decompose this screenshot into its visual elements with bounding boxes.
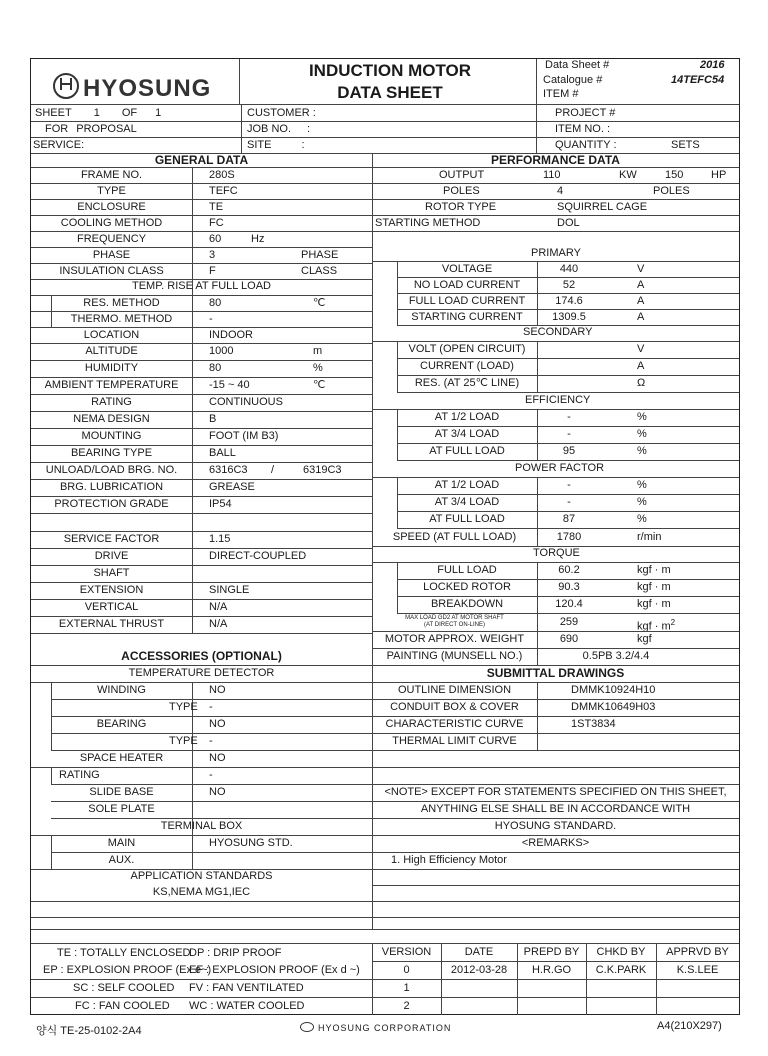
mounting-label: MOUNTING xyxy=(81,430,142,442)
voltage-value: 440 xyxy=(559,263,579,275)
altitude-label: ALTITUDE xyxy=(85,345,138,357)
output-kw-unit: KW xyxy=(619,169,637,181)
drawing-thermal-label: THERMAL LIMIT CURVE xyxy=(392,735,517,747)
pf-half-value: - xyxy=(567,479,571,491)
legend-wc: WC : WATER COOLED xyxy=(189,1000,305,1012)
speed-label: SPEED (AT FULL LOAD) xyxy=(392,531,517,543)
customer-label: CUSTOMER : xyxy=(247,107,316,119)
job-label: JOB NO. xyxy=(247,123,292,135)
service-label: SERVICE: xyxy=(33,139,85,151)
ambient-label: AMBIENT TEMPERATURE xyxy=(44,379,179,391)
phase-value: 3 xyxy=(209,249,216,261)
frame-value: 280S xyxy=(209,169,235,181)
primary-heading: PRIMARY xyxy=(531,247,581,259)
drive-value: DIRECT-COUPLED xyxy=(209,550,307,562)
ambient-value: -15 ~ 40 xyxy=(209,379,250,391)
altitude-unit: m xyxy=(313,345,323,357)
t-locked-value: 90.3 xyxy=(558,581,580,593)
type-label: TYPE xyxy=(97,185,126,197)
site-label: SITE xyxy=(247,139,272,151)
rev-date-0: 2012-03-28 xyxy=(450,964,508,976)
thrust-value: N/A xyxy=(209,618,228,630)
extension-label: EXTENSION xyxy=(79,584,144,596)
drawing-curve-label: CHARACTERISTIC CURVE xyxy=(385,718,524,730)
acc-sole-label: SOLE PLATE xyxy=(88,803,155,815)
remarks-heading: <REMARKS> xyxy=(521,837,590,849)
company-logo: HYOSUNG xyxy=(53,73,211,103)
current-load-label: CURRENT (LOAD) xyxy=(420,360,514,372)
rev-version-0: 0 xyxy=(403,964,410,976)
legend-ef: EF : EXPLOSION PROOF (Ex d ~) xyxy=(189,964,360,976)
nema-label: NEMA DESIGN xyxy=(73,413,150,425)
protection-label: PROTECTION GRADE xyxy=(54,498,169,510)
acc-bearing-value: NO xyxy=(209,718,226,730)
voltage-unit: V xyxy=(637,263,645,275)
data-sheet: HYOSUNG INDUCTION MOTOR DATA SHEET Catalogue # 14TEFC54 ITEM # SHEET 1 OF 1 CUSTOMER : PROJECT # FOR PROPOSAL JOB NO. : ITEM NO. : SERVICE: SITE : QUANTITY : SETS GENERAL DATA FRAME NO. 280S TYPE TEFC ENCLOSURE TE COOLING METHOD FC FREQUENCY 60 Hz PHASE 3 PHASE INSULATION CLASS F CLASS TEMP. RISE AT FULL LOAD RES. METHOD 80 ℃ THERMO. METHOD - LOCATION INDOOR ALTITUDE 1000 m HUMIDITY 80 % AMBIENT TEMPERATURE -15 ~ 40 ℃ RATING CONTINUOUS NEMA DESIGN B MOUNTING FOOT (IM B3) BEARING TYPE BALL UNLOAD/LOAD BRG. NO. 6316C3 / 6319C3 BRG. LUBRICATION GREASE PROTECTION GRADE IP54 SERVICE FACTOR 1.15 DRIVE DIRECT-COUPLED SHAFT EXTENSION SINGLE VERTICAL N/A EXTERNAL THRUST N/A PERFORMANCE DATA OUTPUT 110 KW 150 HP POLES 4 POLES ROTOR TYPE SQUIRREL CAGE STARTING METHOD DOL PRIMARY VOLTAGE 440 V NO LOAD CURRENT 52 A FULL LOAD CURRENT 174.6 A STARTING CURRENT 1309.5 A SECONDARY VOLT (OPEN CIRCUIT) V CURRENT (LOAD) A RES. (AT 25℃ LINE) Ω EFFICIENCY AT 1/2 LOAD - % AT 3/4 LOAD - % AT FULL LOAD 95 % POWER FACTOR AT 1/2 LOAD - % AT 3/4 LOAD - % AT FULL LOAD 87 % SPEED (AT FULL LOAD) 1780 r/min TORQUE FULL LOAD 60.2 kgf · m LOCKED ROTOR 90.3 kgf · m BREAKDOWN 120.4 kgf · m MAX LOAD GD2 AT MOTOR SHAFT (AT DIRECT ON-LINE) 259 kgf · $m^2$ MOTOR APPROX. WEIGHT 690 kgf PAINTING (MUNSELL NO.) 0.5PB 3.2/4.4 ACCESSORIES (OPTIONAL) TEMPERATURE DETECTOR WINDING NO TYPE - BEARING NO TYPE - SPACE HEATER NO RATING - SLIDE BASE NO SOLE PLATE TERMINAL BOX MAIN HYOSUNG STD. AUX. APPLICATION STANDARDS KS,NEMA MG1,IEC SUBMITTAL DRAWINGS OUTLINE DIMENSION DMMK10924H10 CONDUIT BOX & COVER DMMK10649H03 CHARACTERISTIC CURVE 1ST3834 THERMAL LIMIT CURVE <NOTE> EXCEPT FOR STATEMENTS SPECIFIED ON THIS SHEET, ANYTHING ELSE SHALL BE IN ACCORDANCE WITH HYOSUNG STANDARD. <REMARKS> 1. High Efficiency Motor TE : TOTALLY ENCLOSED DP : DRIP PROOF EP : EXPLOSION PROOF (Ex e~) EF : EXPLOSION PROOF (Ex d ~) SC : SELF COOLED FV : FAN VENTILATED FC : FAN COOLED WC : WATER COOLED VERSION DATE PREPD BY CHKD BY APPRVD BY 0 2012-03-28 H.R.GO C.K.PARK K.S.LEE 1 2 xyxy=(30,58,740,1015)
st-current-value: 1309.5 xyxy=(552,311,586,323)
humidity-value: 80 xyxy=(209,362,222,374)
corporation-name: HYOSUNG CORPORATION xyxy=(300,1022,451,1033)
legend-te: TE : TOTALLY ENCLOSED xyxy=(57,947,191,959)
gd2-label-1: MAX LOAD GD2 AT MOTOR SHAFT xyxy=(405,615,504,621)
thermo-value: - xyxy=(209,313,213,325)
rev-version-2: 2 xyxy=(403,1000,410,1012)
eff-3q-label: AT 3/4 LOAD xyxy=(434,428,500,440)
form-number: 양식 TE-25-0102-2A4 xyxy=(36,1025,142,1037)
bearing-type-value: BALL xyxy=(209,447,236,459)
note-line-2: ANYTHING ELSE SHALL BE IN ACCORDANCE WITH xyxy=(420,803,691,815)
cooling-label: COOLING METHOD xyxy=(60,217,163,229)
nl-current-value: 52 xyxy=(562,279,576,291)
acc-w-type-label: TYPE xyxy=(169,701,198,713)
gd2-label-2: (AT DIRECT ON-LINE) xyxy=(423,622,485,628)
shaft-label: SHAFT xyxy=(93,567,130,579)
fl-current-unit: A xyxy=(637,295,645,307)
output-kw: 110 xyxy=(543,169,561,181)
note-line-3: HYOSUNG STANDARD. xyxy=(494,820,617,832)
for-label: FOR xyxy=(45,123,69,135)
temp-rise-heading: TEMP. RISE AT FULL LOAD xyxy=(132,280,271,292)
eff-half-unit: % xyxy=(637,411,647,423)
t-break-label: BREAKDOWN xyxy=(430,598,504,610)
pf-full-unit: % xyxy=(637,513,647,525)
weight-value: 690 xyxy=(559,633,579,645)
frame-label: FRAME NO. xyxy=(80,169,143,181)
note-line-1: <NOTE> EXCEPT FOR STATEMENTS SPECIFIED ON THIS SHEET, xyxy=(384,786,727,798)
general-data-heading: GENERAL DATA xyxy=(154,153,249,167)
title-line-1: INDUCTION MOTOR xyxy=(308,61,472,80)
acc-b-type-value: - xyxy=(209,735,213,747)
legend-sc: SC : SELF COOLED xyxy=(73,982,175,994)
drawing-outline-value: DMMK10924H10 xyxy=(571,684,656,696)
frequency-value: 60 xyxy=(209,233,222,245)
of-number: 1 xyxy=(155,107,162,119)
poles-label: POLES xyxy=(443,185,480,197)
st-current-unit: A xyxy=(637,311,645,323)
poles-value: 4 xyxy=(557,185,564,197)
acc-rating-label: RATING xyxy=(59,769,100,781)
enclosure-label: ENCLOSURE xyxy=(77,201,146,213)
t-locked-unit: kgf · m xyxy=(637,581,671,593)
res-method-unit: ℃ xyxy=(313,297,326,309)
corp-logo-icon xyxy=(300,1022,314,1032)
secondary-heading: SECONDARY xyxy=(523,326,593,338)
rev-header-chkd: CHKD BY xyxy=(596,946,646,958)
temperature-detector-heading: TEMPERATURE DETECTOR xyxy=(128,667,275,679)
terminal-box-heading: TERMINAL BOX xyxy=(160,820,243,832)
res-line-unit: Ω xyxy=(637,377,646,389)
rotor-type-value: SQUIRREL CAGE xyxy=(557,201,648,213)
drive-label: DRIVE xyxy=(94,550,129,562)
performance-data-heading: PERFORMANCE DATA xyxy=(491,153,620,167)
rating-label: RATING xyxy=(91,396,132,408)
legend-dp: DP : DRIP PROOF xyxy=(189,947,282,959)
service-factor-label: SERVICE FACTOR xyxy=(63,533,160,545)
phase-label: PHASE xyxy=(92,249,131,261)
nl-current-unit: A xyxy=(637,279,645,291)
painting-label: PAINTING (MUNSELL NO.) xyxy=(386,650,523,662)
brg-no-sep: / xyxy=(271,464,275,476)
drawing-outline-label: OUTLINE DIMENSION xyxy=(397,684,512,696)
eff-3q-unit: % xyxy=(637,428,647,440)
humidity-unit: % xyxy=(313,362,323,374)
sheet-number: 1 xyxy=(93,107,100,119)
st-current-label: STARTING CURRENT xyxy=(411,311,523,323)
acc-slide-value: NO xyxy=(209,786,226,798)
painting-value: 0.5PB 3.2/4.4 xyxy=(582,650,650,662)
cooling-value: FC xyxy=(209,217,224,229)
datasheet-number: 2016 xyxy=(700,59,725,71)
t-locked-label: LOCKED ROTOR xyxy=(423,581,511,593)
main-value: HYOSUNG STD. xyxy=(209,837,293,849)
res-method-label: RES. METHOD xyxy=(83,297,160,309)
eff-full-value: 95 xyxy=(562,445,576,457)
accessories-heading: ACCESSORIES (OPTIONAL) xyxy=(121,649,282,663)
drawing-conduit-value: DMMK10649H03 xyxy=(571,701,656,713)
brg-no-unload: 6316C3 xyxy=(209,464,248,476)
legend-fc: FC : FAN COOLED xyxy=(75,1000,170,1012)
humidity-label: HUMIDITY xyxy=(84,362,139,374)
pf-half-label: AT 1/2 LOAD xyxy=(434,479,500,491)
for-value: PROPOSAL xyxy=(76,123,137,135)
rev-header-version: VERSION xyxy=(381,946,432,958)
standards-value: KS,NEMA MG1,IEC xyxy=(152,886,251,898)
drawing-curve-value: 1ST3834 xyxy=(571,718,616,730)
extension-value: SINGLE xyxy=(209,584,250,596)
rev-version-1: 1 xyxy=(403,982,410,994)
type-value: TEFC xyxy=(209,185,238,197)
eff-half-label: AT 1/2 LOAD xyxy=(434,411,500,423)
title-line-2: DATA SHEET xyxy=(337,83,443,102)
aux-label: AUX. xyxy=(108,854,135,866)
volt-oc-unit: V xyxy=(637,343,645,355)
item-label: ITEM # xyxy=(543,88,579,100)
starting-method-value: DOL xyxy=(557,217,580,229)
sheet-label: SHEET xyxy=(35,107,72,119)
poles-unit: POLES xyxy=(653,185,690,197)
speed-value: 1780 xyxy=(556,531,582,543)
rev-apprvd-0: K.S.LEE xyxy=(676,964,719,976)
main-label: MAIN xyxy=(107,837,136,849)
gd2-value: 259 xyxy=(559,616,579,628)
t-break-value: 120.4 xyxy=(555,598,583,610)
acc-bearing-label: BEARING xyxy=(96,718,147,730)
eff-half-value: - xyxy=(567,411,571,423)
eff-full-label: AT FULL LOAD xyxy=(429,445,505,457)
thrust-label: EXTERNAL THRUST xyxy=(58,618,165,630)
acc-heater-value: NO xyxy=(209,752,226,764)
pf-3q-unit: % xyxy=(637,496,647,508)
datasheet-label: Data Sheet # xyxy=(545,59,610,71)
location-value: INDOOR xyxy=(209,329,253,341)
paper-size: A4(210X297) xyxy=(657,1020,722,1032)
item-no-label: ITEM NO. : xyxy=(555,123,610,135)
phase-unit: PHASE xyxy=(301,249,339,261)
sets-label: SETS xyxy=(671,139,700,151)
pf-3q-label: AT 3/4 LOAD xyxy=(434,496,500,508)
service-factor-value: 1.15 xyxy=(209,533,231,545)
output-label: OUTPUT xyxy=(439,169,485,181)
power-factor-heading: POWER FACTOR xyxy=(515,462,605,474)
bearing-type-label: BEARING TYPE xyxy=(70,447,153,459)
t-full-value: 60.2 xyxy=(558,564,580,576)
mounting-value: FOOT (IM B3) xyxy=(209,430,279,442)
t-break-unit: kgf · m xyxy=(637,598,671,610)
vertical-label: VERTICAL xyxy=(84,601,139,613)
acc-b-type-label: TYPE xyxy=(169,735,198,747)
lubrication-value: GREASE xyxy=(209,481,255,493)
eff-3q-value: - xyxy=(567,428,571,440)
drawing-conduit-label: CONDUIT BOX & COVER xyxy=(390,701,519,713)
fl-current-label: FULL LOAD CURRENT xyxy=(408,295,526,307)
rating-value: CONTINUOUS xyxy=(209,396,283,408)
res-line-label: RES. (AT 25℃ LINE) xyxy=(414,377,520,389)
current-load-unit: A xyxy=(637,360,645,372)
rotor-type-label: ROTOR TYPE xyxy=(425,201,497,213)
hyosung-logo-icon xyxy=(53,73,79,99)
legend-ep: EP : EXPLOSION PROOF (Ex e~) xyxy=(43,964,212,976)
speed-unit: r/min xyxy=(637,531,662,543)
torque-heading: TORQUE xyxy=(533,547,580,559)
pf-half-unit: % xyxy=(637,479,647,491)
frequency-label: FREQUENCY xyxy=(76,233,147,245)
protection-value: IP54 xyxy=(209,498,232,510)
pf-3q-value: - xyxy=(567,496,571,508)
rev-header-date: DATE xyxy=(464,946,494,958)
brg-no-label: UNLOAD/LOAD BRG. NO. xyxy=(45,464,178,476)
insulation-value: F xyxy=(209,265,216,277)
frequency-unit: Hz xyxy=(251,233,265,245)
catalogue-number: 14TEFC54 xyxy=(671,74,725,86)
acc-rating-value: - xyxy=(209,769,213,781)
thermo-label: THERMO. METHOD xyxy=(70,313,173,325)
rev-header-apprvd: APPRVD BY xyxy=(666,946,729,958)
output-hp: 150 xyxy=(665,169,684,181)
t-full-label: FULL LOAD xyxy=(437,564,497,576)
enclosure-value: TE xyxy=(209,201,224,213)
of-label: OF xyxy=(121,107,138,119)
pf-full-value: 87 xyxy=(562,513,576,525)
location-label: LOCATION xyxy=(83,329,140,341)
weight-label: MOTOR APPROX. WEIGHT xyxy=(384,633,525,645)
rev-prepd-0: H.R.GO xyxy=(531,964,572,976)
rev-chkd-0: C.K.PARK xyxy=(595,964,647,976)
pf-full-label: AT FULL LOAD xyxy=(429,513,505,525)
lubrication-label: BRG. LUBRICATION xyxy=(59,481,164,493)
t-full-unit: kgf · m xyxy=(637,564,671,576)
brg-no-load: 6319C3 xyxy=(303,464,342,476)
quantity-label: QUANTITY : xyxy=(555,139,617,151)
rev-header-prepd: PREPD BY xyxy=(523,946,580,958)
acc-winding-value: NO xyxy=(209,684,226,696)
insulation-label: INSULATION CLASS xyxy=(59,265,164,277)
efficiency-heading: EFFICIENCY xyxy=(525,394,591,406)
insulation-unit: CLASS xyxy=(301,265,338,277)
project-label: PROJECT # xyxy=(555,107,616,119)
output-hp-unit: HP xyxy=(711,169,727,181)
legend-fv: FV : FAN VENTILATED xyxy=(189,982,304,994)
acc-slide-label: SLIDE BASE xyxy=(89,786,154,798)
weight-unit: kgf xyxy=(637,633,652,645)
voltage-label: VOLTAGE xyxy=(441,263,493,275)
nl-current-label: NO LOAD CURRENT xyxy=(413,279,521,291)
submittal-drawings-heading: SUBMITTAL DRAWINGS xyxy=(486,666,625,680)
application-standards-heading: APPLICATION STANDARDS xyxy=(130,870,273,882)
nema-value: B xyxy=(209,413,217,425)
vertical-value: N/A xyxy=(209,601,228,613)
remark-1: 1. High Efficiency Motor xyxy=(391,854,507,866)
res-method-value: 80 xyxy=(209,297,222,309)
acc-winding-label: WINDING xyxy=(97,684,146,696)
fl-current-value: 174.6 xyxy=(555,295,583,307)
acc-w-type-value: - xyxy=(209,701,213,713)
eff-full-unit: % xyxy=(637,445,647,457)
altitude-value: 1000 xyxy=(209,345,234,357)
gd2-unit: kgf · $m^2$ xyxy=(637,618,676,633)
catalogue-label: Catalogue # xyxy=(543,74,603,86)
ambient-unit: ℃ xyxy=(313,379,326,391)
volt-oc-label: VOLT (OPEN CIRCUIT) xyxy=(408,343,526,355)
acc-heater-label: SPACE HEATER xyxy=(79,752,164,764)
starting-method-label: STARTING METHOD xyxy=(375,217,481,229)
